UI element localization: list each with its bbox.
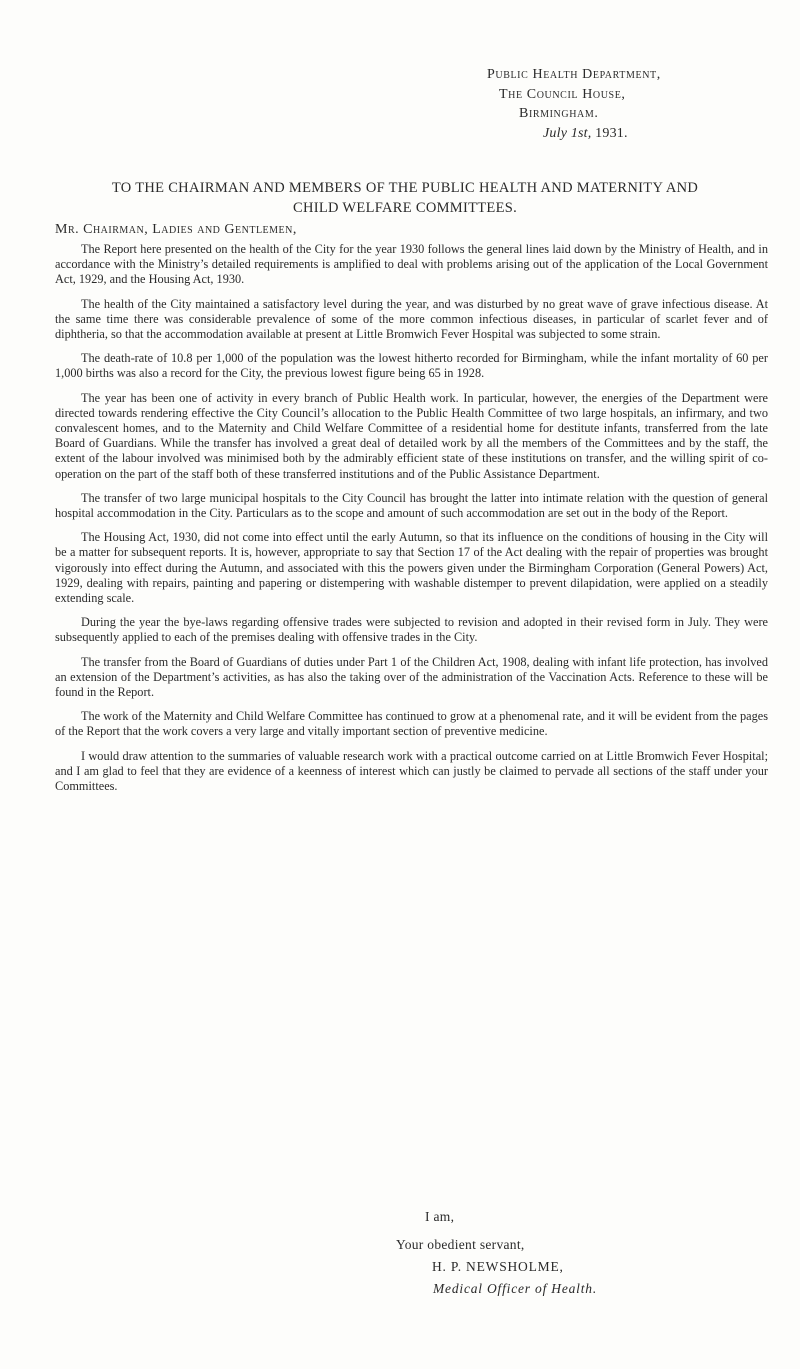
address-line-city: Birmingham. <box>519 106 599 121</box>
paragraph: I would draw attention to the summaries of valuable research work with a practical outcome carried on at Little Bromwich Fever Hospital; and I am glad to feel that they are evidence of a keenness of interest which can justly be claimed to pervade all sections of the staff under your Committees. <box>55 748 768 794</box>
paragraph: The work of the Maternity and Child Welfare Committee has continued to grow at a phenomenal rate, and it will be evident from the pages of the Report that the work covers a very large and vitally important section of preventive medicine. <box>55 709 768 739</box>
letter-body <box>55 242 768 803</box>
paragraph: During the year the bye-laws regarding offensive trades were subjected to revision and adopted in their revised form in July. They were subsequently applied to each of the premises dealing with offensive trades in the City. <box>55 615 768 645</box>
address-line-department: Public Health Department, <box>487 67 661 82</box>
paragraph: The transfer from the Board of Guardians of duties under Part 1 of the Children Act, 1908, dealing with infant life protection, has involved an extension of the Department’s activities, as has also the taking over of the administration of the Vaccination Acts. Reference to these will be found in the Report. <box>55 654 768 700</box>
paragraph: The health of the City maintained a satisfactory level during the year, and was disturbed by no great wave of grave infectious disease. At the same time there was considerable prevalence of some of the more common infectious diseases, in particular of scarlet fever and of diphtheria, so that the accommodation available at present at Little Bromwich Fever Hospital was subjected to some strain. <box>55 296 768 342</box>
address-line-building: The Council House, <box>499 86 626 102</box>
paragraph: The death-rate of 10.8 per 1,000 of the population was the lowest hitherto recorded for Birmingham, while the infant mortality of 60 per 1,000 births was also a record for the City, the previous lowest figure being 65 in 1928. <box>55 351 768 381</box>
date-month-day: July 1st, <box>543 125 592 141</box>
heading-line-2: CHILD WELFARE COMMITTEES. <box>292 200 518 216</box>
paragraph: The Report here presented on the health of the City for the year 1930 follows the general lines laid down by the Ministry of Health, and in accordance with the Ministry’s detailed requirements is amplified to deal with problems arising out of the application of the Local Government Act, 1929, and the Housing Act, 1930. <box>55 242 768 287</box>
paragraph: The transfer of two large municipal hospitals to the City Council has brought the latter into intimate relation with the question of general hospital accommodation in the City. Particulars as to the scope and amount of such accommodation are set out in the body of the Report. <box>55 490 768 521</box>
heading-line-1: TO THE CHAIRMAN AND MEMBERS OF THE PUBLIC HEALTH AND MATERNITY AND <box>111 180 699 196</box>
sender-address <box>487 65 767 143</box>
closing-i-am: I am, <box>425 1209 455 1224</box>
addressee-heading <box>40 178 770 218</box>
salutation: Mr. Chairman, Ladies and Gentlemen, <box>55 222 297 237</box>
closing-servant: Your obedient servant, <box>396 1237 525 1252</box>
date-year: 1931. <box>591 125 628 141</box>
paragraph: The Housing Act, 1930, did not come into effect until the early Autumn, so that its influence on the conditions of housing in the City will be a matter for subsequent reports. It is, however, appropriate to say that Section 17 of the Act dealing with the repair of properties was brought vigorously into effect during the Autumn, and associated with this the powers given under the Birmingham Corporation (General Powers) Act, 1929, dealing with repairs, painting and papering or distempering with washable distemper to prevent dilapidation, were applied on a steadily extending scale. <box>55 530 768 606</box>
signatory-name: H. P. NEWSHOLME, <box>432 1259 564 1274</box>
paragraph: The year has been one of activity in every branch of Public Health work. In particular, however, the energies of the Department were directed towards rendering effective the City Council’s allocation to the Public Health Committee of two large hospitals, an infirmary, and two convalescent homes, and to the Maternity and Child Welfare Committee of a residential home for destitute infants, transferred from the late Board of Guardians. While the transfer has involved a great deal of detailed work by all the members of the Committees and by the staff, the extent of the labour involved was minimised both by the admirably efficient state of these institutions on transfer, and the willing spirit of co-operation on the part of the staff both of these transferred institutions and of the Public Assistance Department. <box>55 390 768 481</box>
signatory-title: Medical Officer of Health. <box>433 1281 598 1296</box>
letter-date <box>487 124 767 144</box>
